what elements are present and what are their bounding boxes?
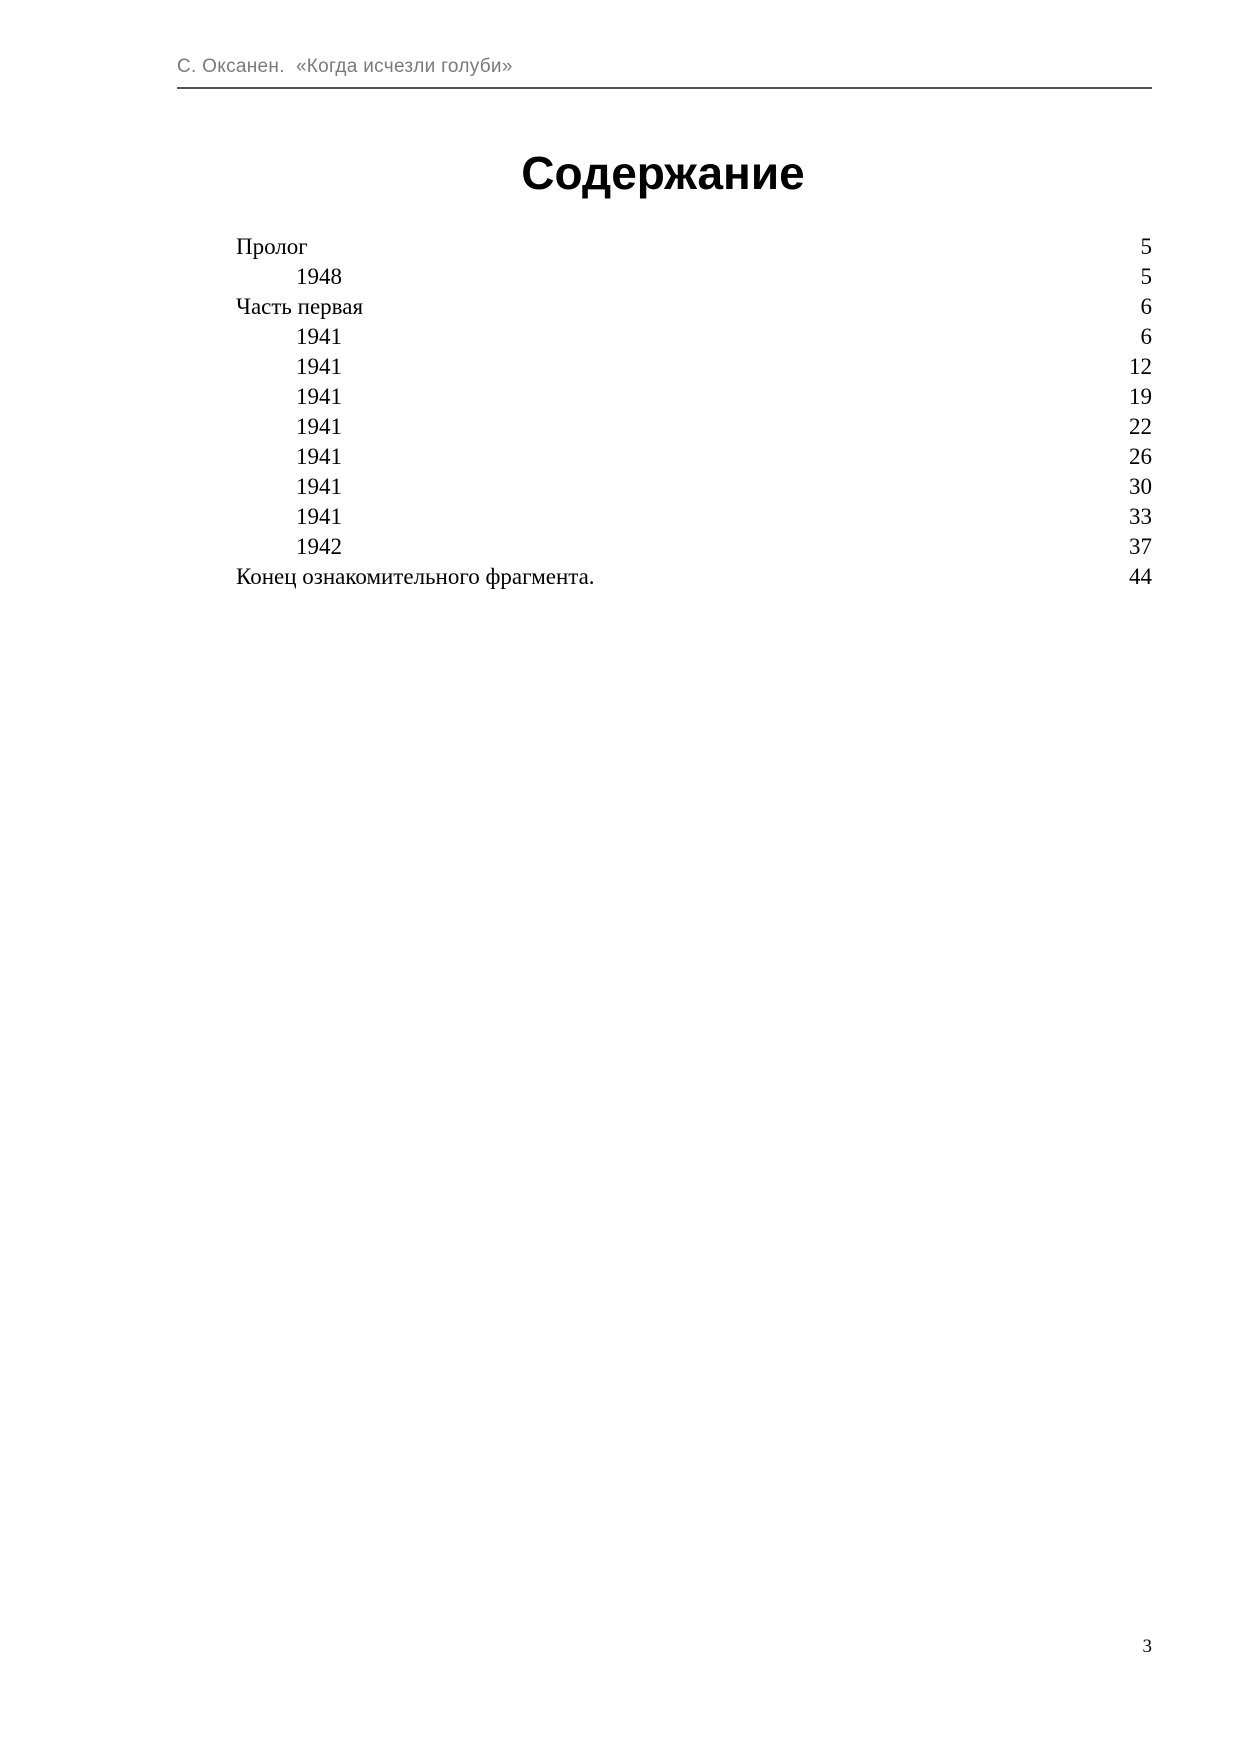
toc-entry-label: 1948 — [296, 264, 342, 289]
header-divider — [177, 87, 1152, 89]
toc-entry-label: Пролог — [236, 234, 308, 259]
toc-entry[interactable] — [236, 382, 1152, 412]
toc-entry-page: 22 — [1129, 414, 1152, 439]
toc-entry-label: 1941 — [296, 324, 342, 349]
page-number: 3 — [1142, 1636, 1152, 1657]
toc-list — [236, 232, 1152, 592]
toc-entry-page: 30 — [1129, 474, 1152, 499]
toc-entry-label: Часть первая — [236, 294, 364, 319]
toc-entry-page: 26 — [1129, 444, 1152, 469]
toc-entry-page: 5 — [1140, 234, 1152, 259]
toc-entry[interactable] — [236, 412, 1152, 442]
toc-entry-page: 6 — [1140, 294, 1152, 319]
toc-entry[interactable] — [236, 502, 1152, 532]
toc-entry-label: Конец ознакомительного фрагмента. — [236, 564, 595, 589]
toc-entry[interactable] — [236, 442, 1152, 472]
running-header: С. Оксанен. «Когда исчезли голуби» — [177, 56, 513, 77]
toc-entry[interactable] — [236, 292, 1152, 322]
toc-entry[interactable] — [236, 262, 1152, 292]
toc-entry[interactable] — [236, 322, 1152, 352]
toc-entry-label: 1941 — [296, 354, 342, 379]
toc-entry-label: 1941 — [296, 384, 342, 409]
toc-entry-label: 1941 — [296, 474, 342, 499]
toc-entry-page: 6 — [1140, 324, 1152, 349]
toc-entry-page: 44 — [1129, 564, 1152, 589]
toc-entry-label: 1941 — [296, 444, 342, 469]
toc-entry-page: 37 — [1129, 534, 1152, 559]
toc-entry[interactable] — [236, 472, 1152, 502]
toc-entry-label: 1942 — [296, 534, 342, 559]
toc-entry[interactable] — [236, 562, 1152, 592]
toc-entry-page: 33 — [1129, 504, 1152, 529]
toc-entry-label: 1941 — [296, 414, 342, 439]
toc-title: Содержание — [521, 147, 805, 199]
toc-entry[interactable] — [236, 232, 1152, 262]
toc-entry[interactable] — [236, 352, 1152, 382]
toc-entry[interactable] — [236, 532, 1152, 562]
toc-entry-page: 5 — [1140, 264, 1152, 289]
toc-entry-page: 19 — [1129, 384, 1152, 409]
toc-entry-label: 1941 — [296, 504, 342, 529]
toc-entry-page: 12 — [1129, 354, 1152, 379]
